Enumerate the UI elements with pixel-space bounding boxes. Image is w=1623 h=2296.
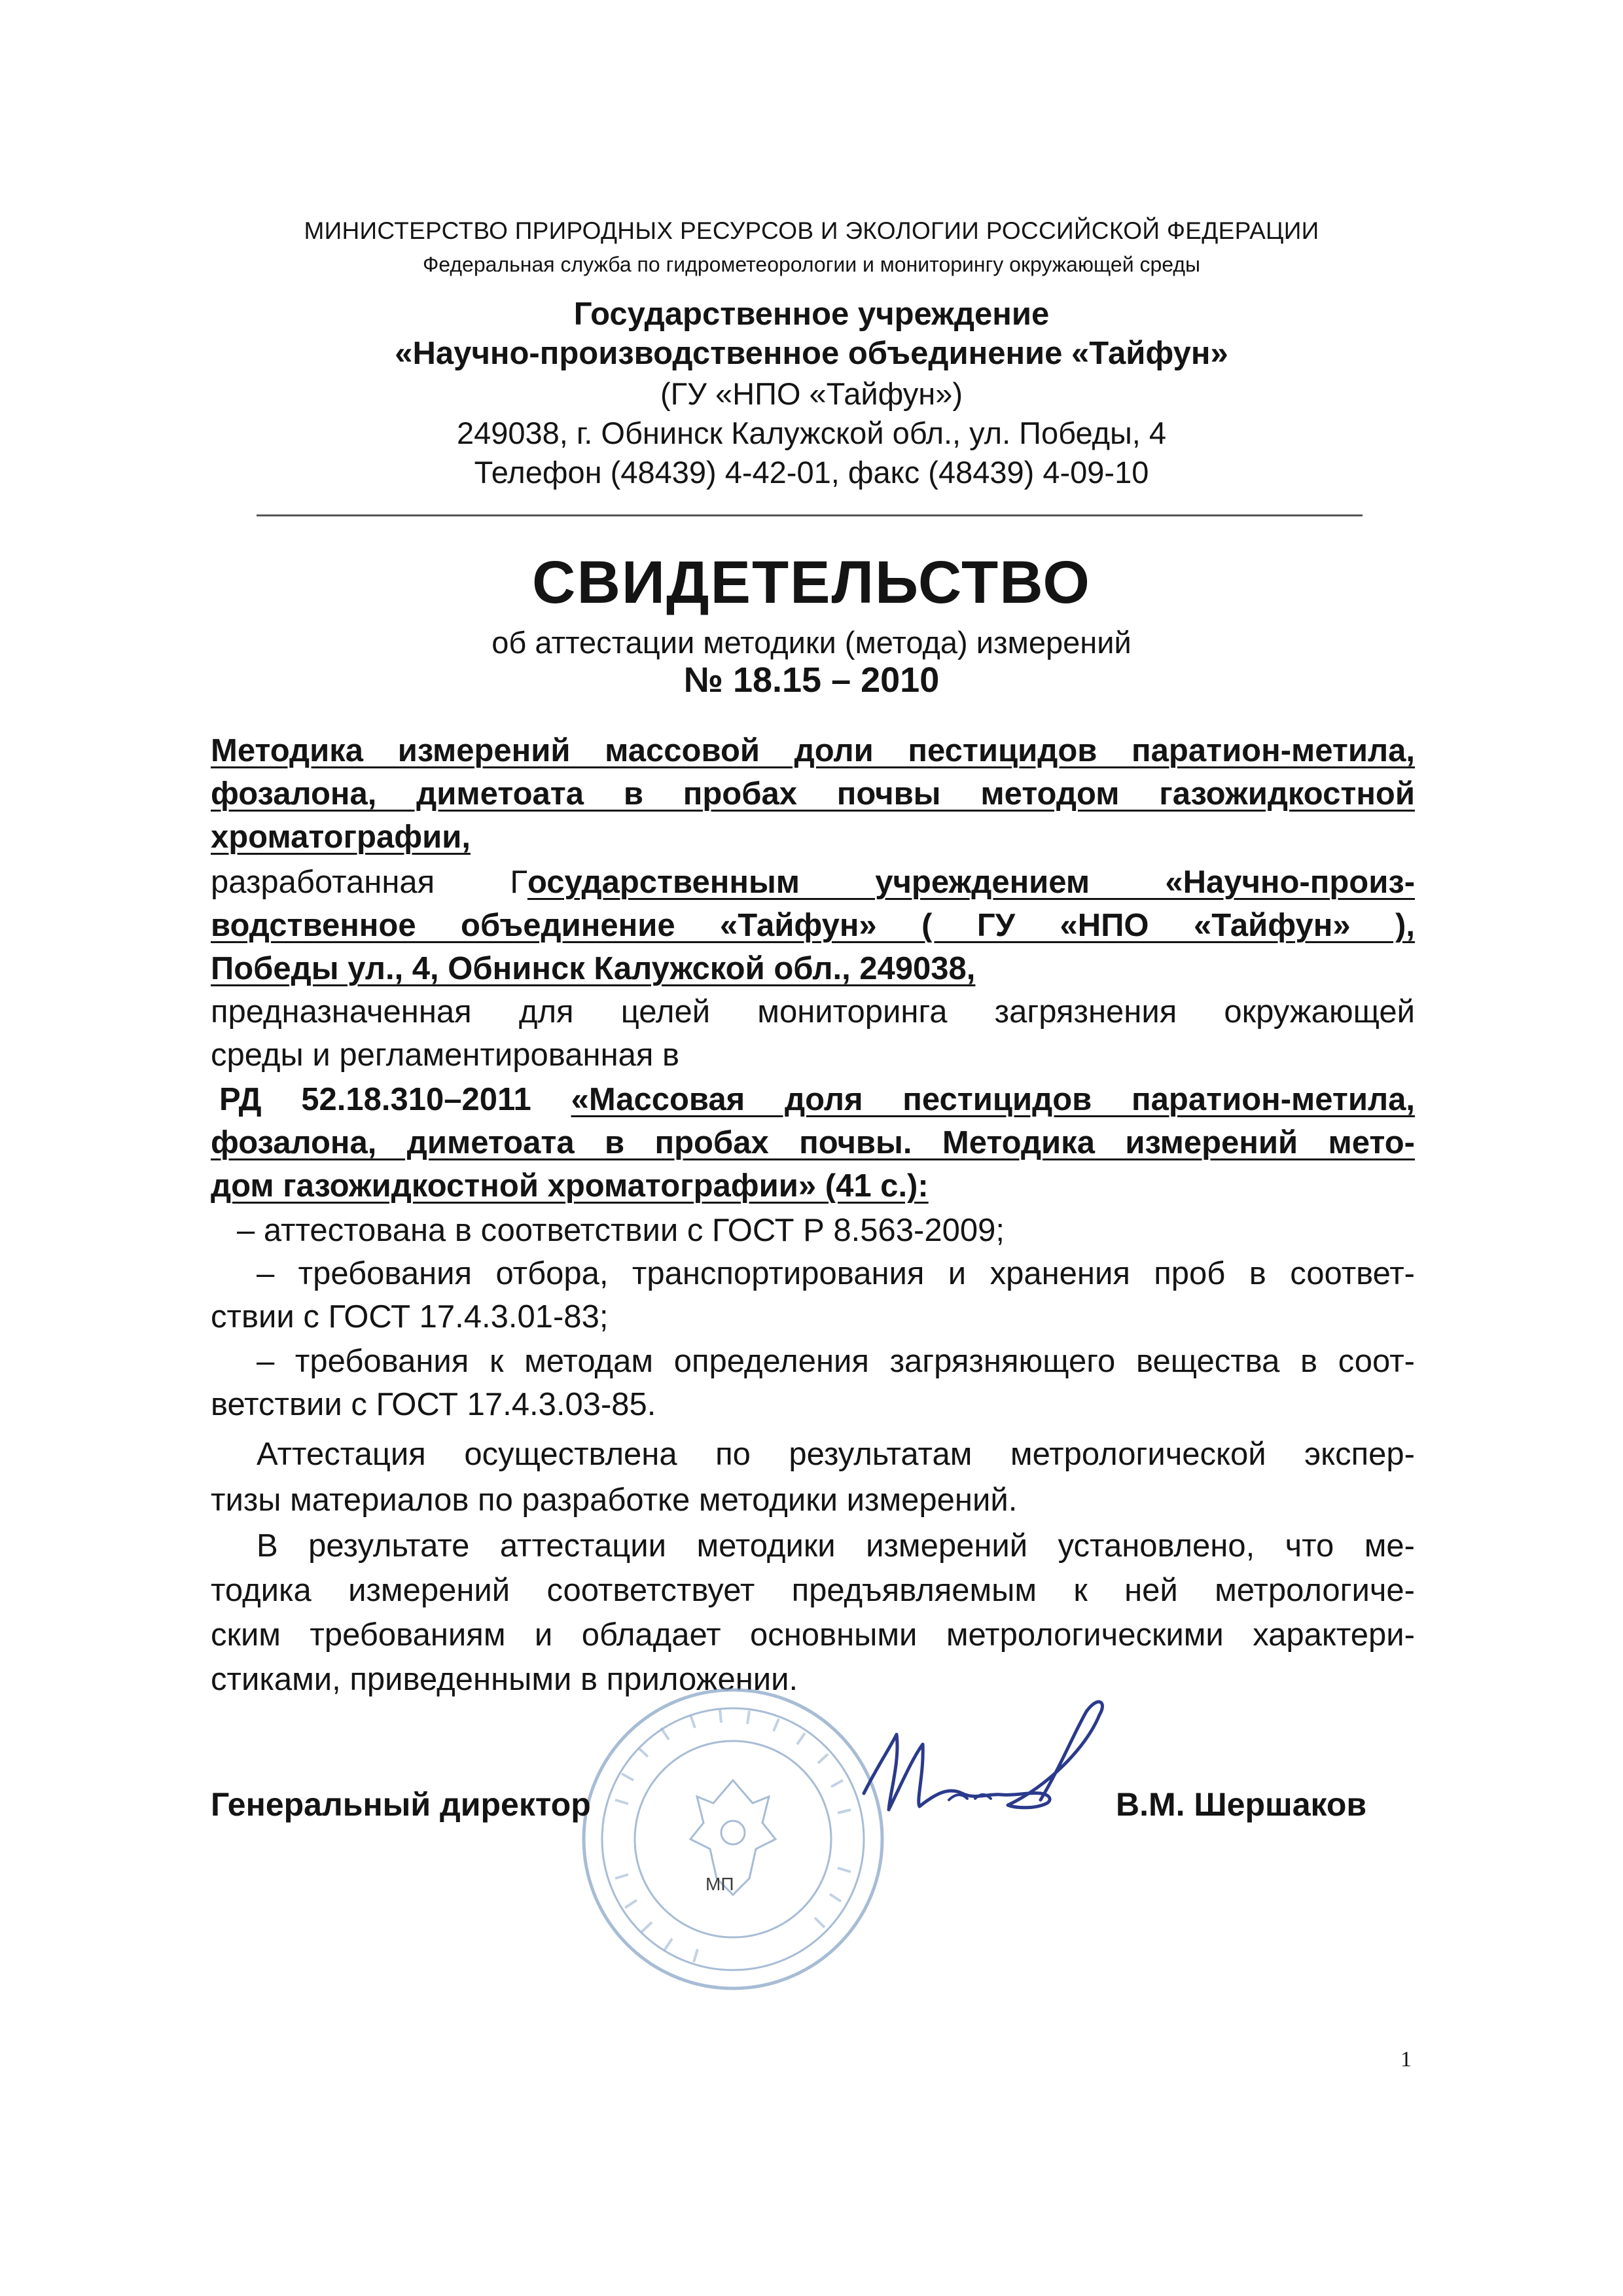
ministry-header: МИНИСТЕРСТВО ПРИРОДНЫХ РЕСУРСОВ И ЭКОЛОГИИ РОССИЙСКОЙ ФЕДЕРАЦИИ [304, 217, 1319, 244]
developer-org-1: осударственным учреждением «Научно-произ- [527, 865, 1416, 900]
para2-line-2: тодика измерений соответствует предъявляемым к ней метрологиче- [211, 1573, 1415, 1608]
org-phone: Телефон (48439) 4-42-01, факс (48439) 4-09-10 [474, 455, 1149, 490]
para2-line-1: В результате аттестации методики измерений установлено, что ме- [257, 1528, 1415, 1564]
bullet-2-line-1: – требования отбора, транспортирования и хранения проб в соответ- [257, 1256, 1415, 1291]
rd-title-1: «Массовая доля пестицидов паратион-метила, [571, 1082, 1416, 1117]
method-line-3: хроматографии, [211, 819, 471, 855]
para1-line-1: Аттестация осуществлена по результатам метрологической экспер- [257, 1437, 1415, 1472]
org-short-name: (ГУ «НПО «Тайфун») [660, 376, 963, 411]
header-divider [257, 514, 1363, 516]
org-type: Государственное учреждение [573, 296, 1050, 332]
developer-line-1 [211, 863, 1415, 902]
bullet-3-line-2: ветствии с ГОСТ 17.4.3.03-85. [211, 1387, 656, 1422]
purpose-line-2: среды и регламентированная в [211, 1037, 680, 1073]
rd-line-1 [219, 1080, 1415, 1119]
certificate-title: СВИДЕТЕЛЬСТВО [532, 549, 1091, 616]
service-header: Федеральная служба по гидрометеорологии и мониторингу окружающей среды [422, 253, 1201, 276]
stamp-mark-text: МП [705, 1874, 734, 1894]
para2-line-3: ским требованиям и обладает основными метрологическими характери- [211, 1617, 1415, 1653]
developer-line-2: водственное объединение «Тайфун» ( ГУ «НПО «Тайфун» ), [211, 908, 1415, 943]
org-name: «Научно-производственное объединение «Тайфун» [395, 336, 1228, 371]
certificate-subtitle: об аттестации методики (метода) измерений [491, 625, 1132, 660]
official-stamp [576, 1682, 890, 1996]
rd-code: РД 52.18.310–2011 [219, 1082, 571, 1117]
rd-line-2: фозалона, диметоата в пробах почвы. Методика измерений мето- [211, 1125, 1415, 1160]
developer-prefix: разработанная Г [211, 865, 527, 900]
signatory-name: В.М. Шершаков [1116, 1786, 1367, 1823]
para1-line-2: тизы материалов по разработке методики измерений. [211, 1482, 1018, 1518]
org-address: 249038, г. Обнинск Калужской обл., ул. Победы, 4 [456, 416, 1167, 450]
director-signature [851, 1695, 1126, 1852]
certificate-number: № 18.15 – 2010 [683, 660, 940, 700]
developer-line-3: Победы ул., 4, Обнинск Калужской обл., 249038, [211, 951, 976, 986]
bullet-1: – аттестована в соответствии с ГОСТ Р 8.563-2009; [237, 1213, 1005, 1248]
page-number: 1 [1400, 2047, 1412, 2072]
method-line-1: Методика измерений массовой доли пестицидов паратион-метила, [211, 733, 1415, 768]
para2-line-4: стиками, приведенными в приложении. [211, 1662, 798, 1697]
bullet-3-line-1: – требования к методам определения загрязняющего вещества в соот- [257, 1344, 1415, 1379]
purpose-line-1: предназначенная для целей мониторинга загрязнения окружающей [211, 994, 1415, 1030]
bullet-2-line-2: ствии с ГОСТ 17.4.3.01-83; [211, 1299, 609, 1335]
method-line-2: фозалона, диметоата в пробах почвы методом газожидкостной [211, 776, 1415, 812]
rd-line-3: дом газожидкостной хроматографии» (41 с.): [211, 1168, 929, 1204]
signatory-position: Генеральный директор [211, 1786, 591, 1823]
